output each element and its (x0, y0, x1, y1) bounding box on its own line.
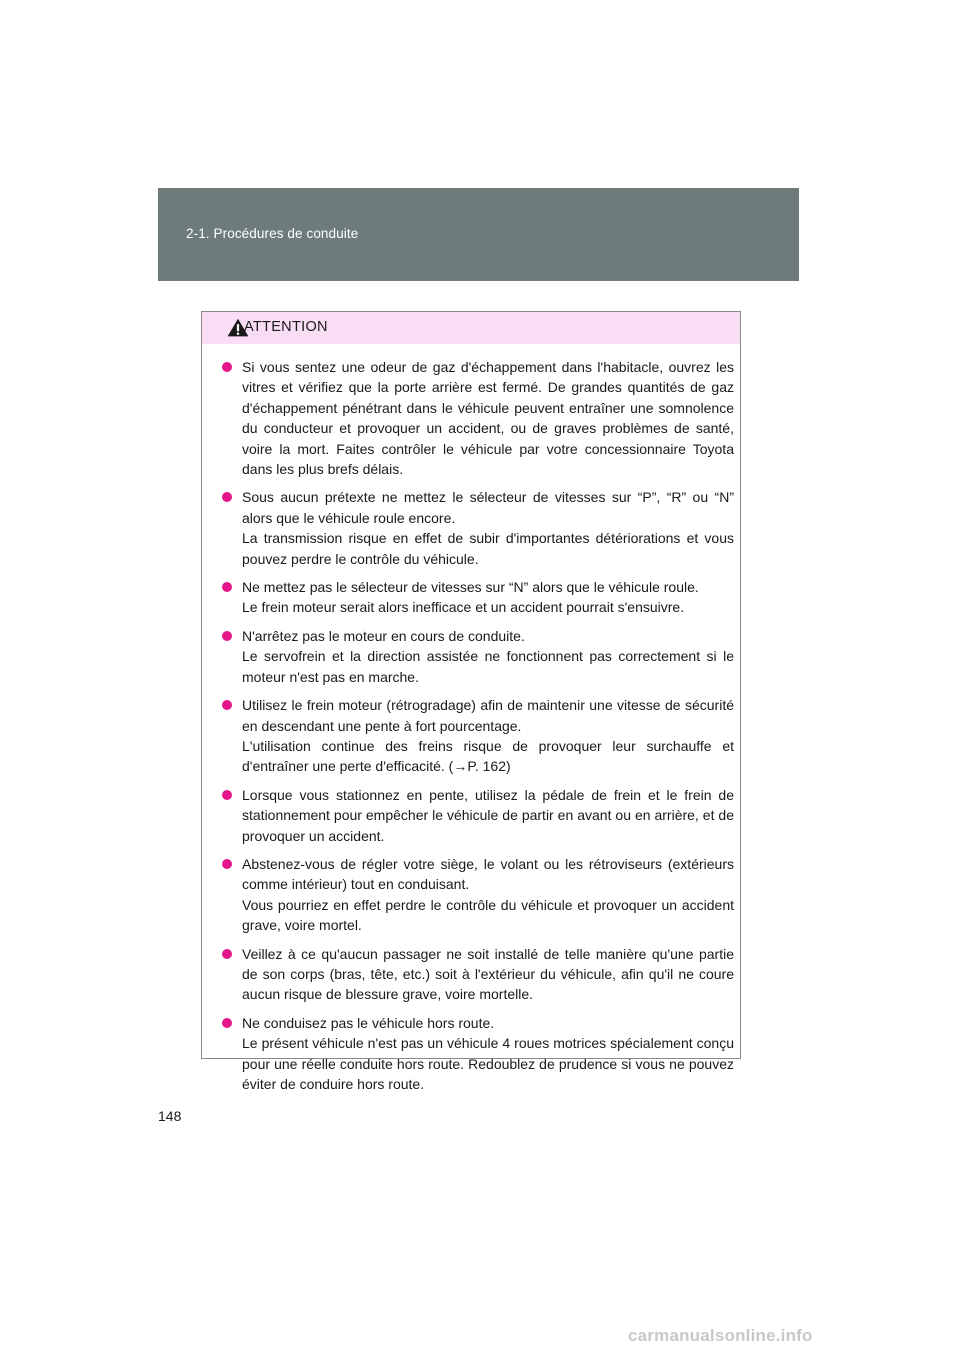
warning-item (230, 1013, 734, 1095)
watermark: carmanualsonline.info (628, 1326, 813, 1345)
warning-item-text: N'arrêtez pas le moteur en cours de conduite. (242, 627, 525, 644)
bullet-icon (222, 1018, 232, 1028)
warning-item-text: Le servofrein et la direction assistée ne fonctionnent pas correctement si le moteur n'est pas en marche. (242, 648, 734, 685)
bullet-icon (222, 859, 232, 869)
warning-item-text: Abstenez-vous de régler votre siège, le volant ou les rétroviseurs (extérieurs comme intérieur) tout en conduisant. (242, 855, 734, 893)
bullet-icon (222, 582, 232, 592)
warning-item-text: Vous pourriez en effet perdre le contrôle du véhicule et provoquer un accident grave, voire mortel. (242, 896, 734, 934)
warning-item-text: L'utilisation continue des freins risque de provoquer leur surchauffe et d'entraîner une perte d'efficacité. (→P. 162) (242, 737, 734, 775)
bullet-icon (222, 790, 232, 800)
bullet-icon (222, 362, 232, 372)
warning-item-text: Lorsque vous stationnez en pente, utilisez la pédale de frein et le frein de stationnement pour empêcher le véhicule de partir en avant ou en arrière, et de provoquer un accident. (242, 786, 734, 844)
warning-item (230, 357, 734, 479)
warning-item (230, 487, 734, 569)
warning-item (230, 577, 734, 618)
bullet-icon (222, 949, 232, 959)
warning-item-text: Ne conduisez pas le véhicule hors route. (242, 1014, 495, 1031)
warning-list (202, 344, 740, 1094)
bullet-icon (222, 492, 232, 502)
bullet-icon (222, 700, 232, 710)
warning-item-text: Veillez à ce qu'aucun passager ne soit installé de telle manière qu'une partie de son corps (bras, tête, etc.) soit à l'extérieur du véhicule, afin qu'il ne coure aucun risque de blessure grave, voire mortelle. (242, 945, 734, 1003)
warning-item-text: Le présent véhicule n'est pas un véhicule 4 roues motrices spécialement conçu pour une réelle conduite hors route. Redoublez de prudence si vous ne pouvez éviter de conduire hors route. (242, 1035, 734, 1092)
warning-item-text: Utilisez le frein moteur (rétrogradage) afin de maintenir une vitesse de sécurité en descendant une pente à fort pourcentage. (242, 697, 734, 734)
warning-item-text: Sous aucun prétexte ne mettez le sélecteur de vitesses sur “P”, “R” ou “N” alors que le véhicule roule encore. (242, 489, 734, 526)
section-header-band (158, 188, 799, 281)
warning-title: ATTENTION (244, 319, 328, 335)
warning-item (230, 695, 734, 777)
warning-item (230, 854, 734, 936)
warning-item-text: Le frein moteur serait alors inefficace et un accident pourrait s'ensuivre. (242, 599, 685, 616)
warning-item (230, 785, 734, 846)
bullet-icon (222, 631, 232, 641)
page-number: 148 (158, 1108, 182, 1124)
warning-header (202, 312, 740, 344)
warning-item-text: Si vous sentez une odeur de gaz d'échappement dans l'habitacle, ouvrez les vitres et vérifiez que la porte arrière est fermé. De grandes quantités de gaz d'échappement pénétrant dans le véhicule peuvent entraîner une somnolence du conducteur et provoquer un accident, ou de graves problèmes de santé, voire la mort. Faites contrôler le véhicule par votre concessionnaire Toyota dans les plus brefs délais. (242, 359, 734, 478)
warning-item (230, 626, 734, 687)
warning-item (230, 944, 734, 1005)
warning-item-text: Ne mettez pas le sélecteur de vitesses sur “N” alors que le véhicule roule. (242, 579, 699, 596)
warning-item-text: La transmission risque en effet de subir d'importantes détériorations et vous pouvez perdre le contrôle du véhicule. (242, 530, 734, 567)
warning-box (201, 311, 741, 1092)
section-title: 2-1. Procédures de conduite (186, 226, 359, 241)
